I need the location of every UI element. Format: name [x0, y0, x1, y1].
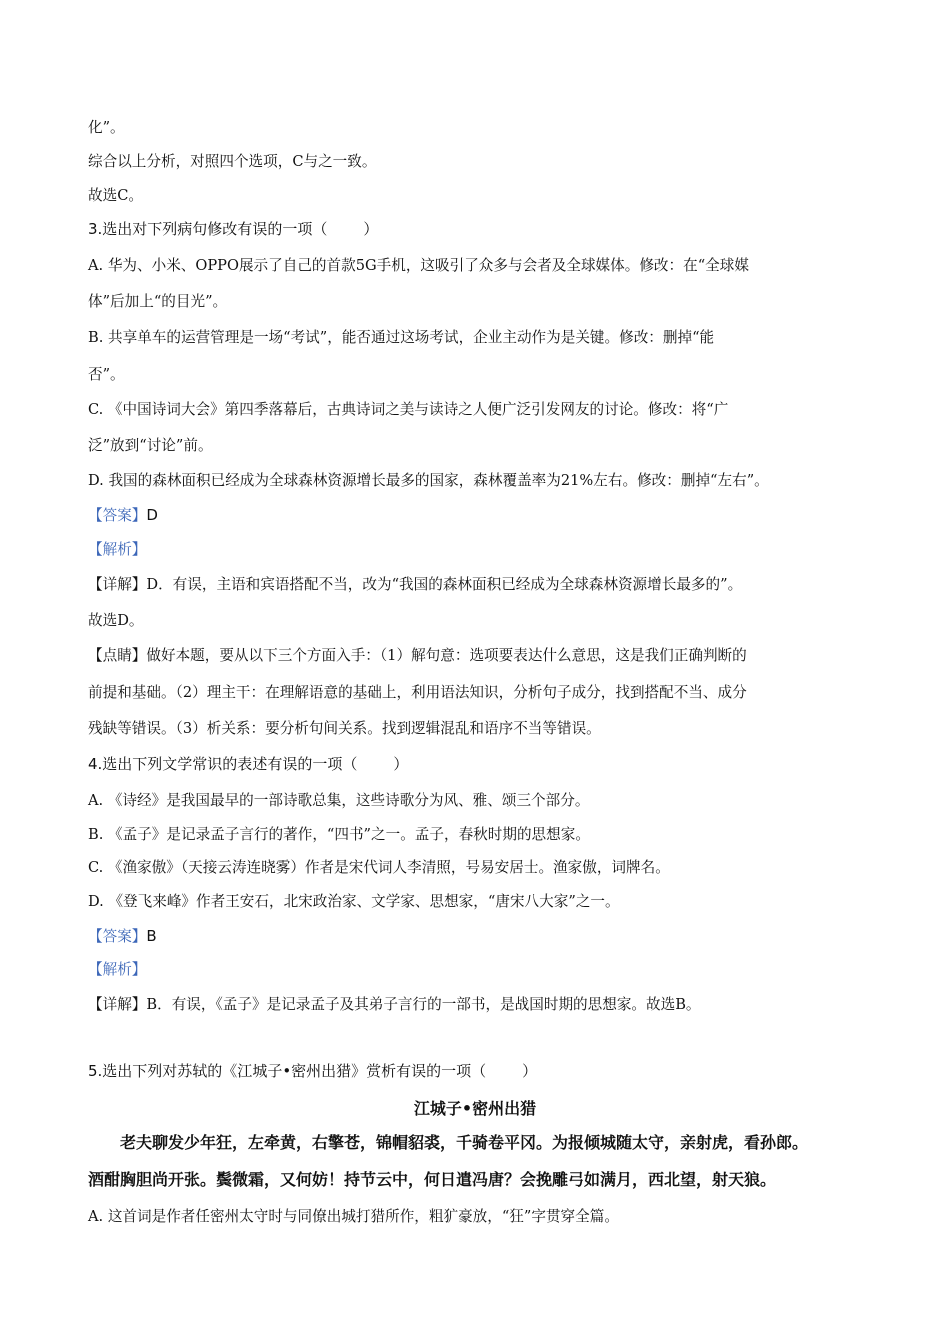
option-a: A. 这首词是作者任密州太守时与同僚出城打猎所作，粗犷豪放，“狂”字贯穿全篇。	[88, 1208, 619, 1225]
analysis-tag: 【解析】	[88, 961, 147, 978]
text-line: 故选C。	[88, 187, 143, 204]
poem-title: 江城子•密州出猎	[413, 1099, 537, 1118]
analysis-row	[88, 540, 146, 560]
option-c: C. 《渔家傲》（天接云涛连晓雾）作者是宋代词人李清照，号易安居士。渔家傲，词牌名。	[88, 859, 670, 876]
poem-line2: 酒酣胸胆尚开张。鬓微霜，又何妨！持节云中，何日遣冯唐？会挽雕弓如满月，西北望，射天狼。	[88, 1170, 777, 1189]
question-stem-end: ）	[363, 220, 379, 238]
option-b: B. 《孟子》是记录孟子言行的著作，“四书”之一。孟子，春秋时期的思想家。	[88, 826, 590, 843]
detail-row	[88, 575, 742, 595]
analysis-row	[88, 960, 146, 980]
tip-text: 做好本题，要从以下三个方面入手：（1）解句意：选项要表达什么意思，这是我们正确判断的	[146, 647, 747, 664]
text-line: 化”。	[88, 119, 125, 136]
tip-line2: 前提和基础。（2）理主干：在理解语意的基础上，利用语法知识，分析句子成分，找到搭配不当、成分	[88, 684, 747, 701]
question-5-stem	[88, 1061, 537, 1081]
answer-value: B	[146, 927, 157, 945]
option-b-line2: 否”。	[88, 366, 125, 383]
detail-row	[88, 995, 701, 1015]
question-3-stem	[88, 219, 378, 239]
question-stem-text: 3.选出对下列病句修改有误的一项（	[88, 220, 328, 238]
option-b-line1: B. 共享单车的运营管理是一场“考试”，能否通过这场考试，企业主动作为是关键。修改：删掉“能	[88, 329, 715, 346]
answer-row	[88, 926, 157, 947]
option-a-line2: 体”后加上“的目光”。	[88, 293, 228, 310]
detail-text: B．有误，《孟子》是记录孟子及其弟子言行的一部书，是战国时期的思想家。故选B。	[146, 996, 701, 1013]
option-a-line1: A. 华为、小米、OPPO展示了自己的首款5G手机，这吸引了众多与会者及全球媒体。修改：在“全球媒	[88, 257, 749, 274]
tip-line3: 残缺等错误。（3）析关系：要分析句间关系。找到逻辑混乱和语序不当等错误。	[88, 720, 601, 737]
question-stem-text: 4.选出下列文学常识的表述有误的一项（	[88, 755, 358, 773]
answer-tag: 【答案】	[88, 507, 147, 524]
option-d-line1: D. 我国的森林面积已经成为全球森林资源增长最多的国家，森林覆盖率为21%左右。修改：删掉“左右”。	[88, 472, 769, 489]
answer-row	[88, 505, 158, 526]
tip-tag: 【点睛】	[88, 647, 147, 664]
question-stem-text: 5.选出下列对苏轼的《江城子•密州出猎》赏析有误的一项（	[88, 1062, 487, 1080]
detail-text: D．有误，主语和宾语搭配不当，改为“我国的森林面积已经成为全球森林资源增长最多的”。	[146, 576, 743, 593]
text-line: 综合以上分析，对照四个选项，C与之一致。	[88, 153, 377, 170]
detail-tag: 【详解】	[88, 576, 147, 593]
analysis-tag: 【解析】	[88, 541, 147, 558]
tip-row	[88, 646, 747, 666]
text-line: 故选D。	[88, 612, 144, 629]
question-stem-end: ）	[522, 1062, 538, 1080]
option-c-line1: C. 《中国诗词大会》第四季落幕后，古典诗词之美与读诗之人便广泛引发网友的讨论。修改：将“广	[88, 401, 729, 418]
question-stem-end: ）	[393, 755, 409, 773]
answer-value: D	[146, 506, 158, 524]
detail-tag: 【详解】	[88, 996, 147, 1013]
poem-line1: 老夫聊发少年狂，左牵黄，右擎苍，锦帽貂裘，千骑卷平冈。为报倾城随太守，亲射虎，看孙郎。	[120, 1133, 809, 1152]
option-c-line2: 泛”放到“讨论”前。	[88, 437, 213, 454]
option-d: D. 《登飞来峰》作者王安石，北宋政治家、文学家、思想家，“唐宋八大家”之一。	[88, 893, 620, 910]
option-a: A. 《诗经》是我国最早的一部诗歌总集，这些诗歌分为风、雅、颂三个部分。	[88, 792, 590, 809]
question-4-stem	[88, 754, 408, 774]
answer-tag: 【答案】	[88, 928, 147, 945]
